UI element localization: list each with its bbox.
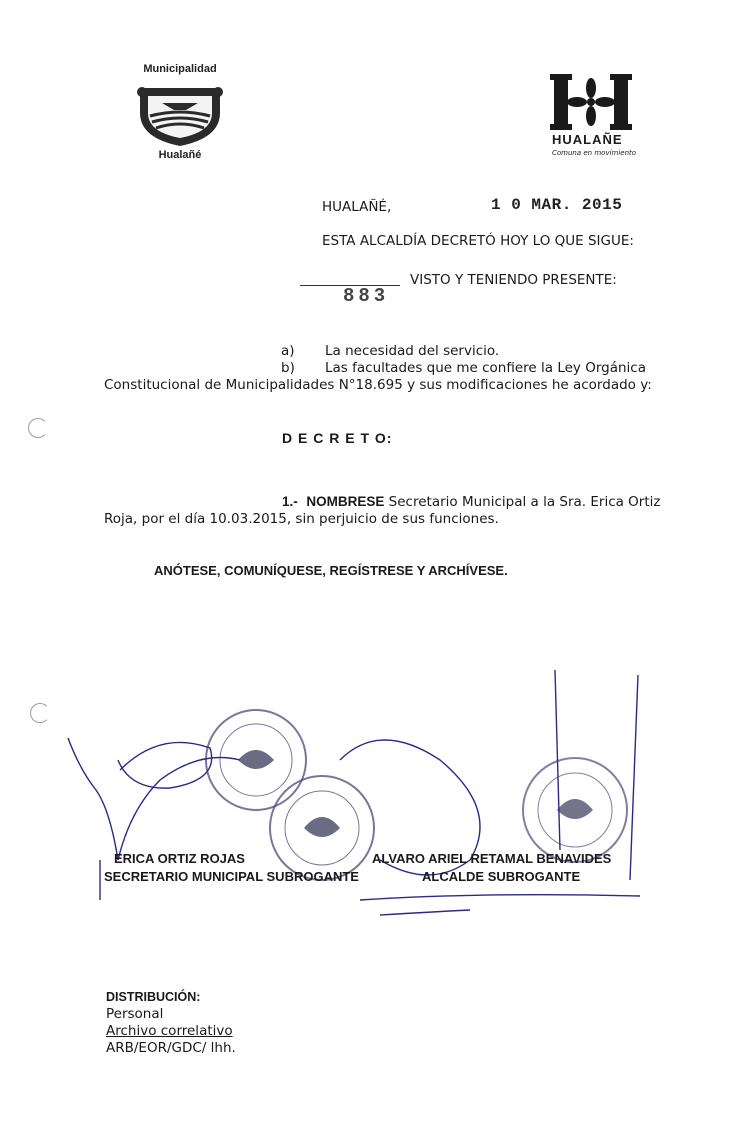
decree-number-stamp: 883 bbox=[343, 285, 390, 307]
considerando-a-letter: a) bbox=[281, 343, 295, 359]
distribution-heading: DISTRIBUCIÓN: bbox=[106, 990, 201, 1004]
signatory-1-name: ERICA ORTIZ ROJAS bbox=[114, 851, 245, 866]
place-label: HUALAÑÉ, bbox=[322, 199, 392, 215]
visto-line: VISTO Y TENIENDO PRESENTE: bbox=[410, 272, 617, 288]
municipal-crest-logo bbox=[130, 58, 230, 162]
item-1-keyword: NOMBRESE bbox=[306, 494, 385, 509]
intro-line: ESTA ALCALDÍA DECRETÓ HOY LO QUE SIGUE: bbox=[322, 233, 634, 249]
item-1-text: Secretario Municipal a la Sra. Erica Ortiz bbox=[388, 494, 661, 510]
seal-2 bbox=[270, 776, 374, 880]
brand-tagline: Comuna en movimiento bbox=[552, 149, 637, 157]
seal-3 bbox=[523, 758, 627, 862]
punch-hole-bottom bbox=[30, 703, 50, 723]
date-stamp: 1 0 MAR. 2015 bbox=[491, 196, 623, 214]
crest-top-label: Municipalidad bbox=[143, 63, 217, 75]
seal-1 bbox=[206, 710, 306, 810]
brand-name: HUALAÑE bbox=[552, 132, 623, 147]
distribution-item-3: ARB/EOR/GDC/ lhh. bbox=[106, 1040, 236, 1056]
distribution-item-2: Archivo correlativo bbox=[106, 1023, 233, 1039]
signatory-2-title: ALCALDE SUBROGANTE bbox=[422, 869, 581, 884]
decreto-heading: D E C R E T O: bbox=[282, 430, 393, 446]
considerando-b-text: Las facultades que me confiere la Ley Orgánica bbox=[325, 360, 646, 376]
hualane-brand-logo bbox=[548, 70, 638, 162]
punch-hole-top bbox=[28, 418, 48, 438]
considerando-b-letter: b) bbox=[281, 360, 295, 376]
item-1-line-1 bbox=[282, 493, 661, 511]
item-1-line-2: Roja, por el día 10.03.2015, sin perjuicio de sus funciones. bbox=[104, 511, 499, 527]
signatory-2-name: ALVARO ARIEL RETAMAL BENAVIDES bbox=[372, 851, 612, 866]
distribution-item-1: Personal bbox=[106, 1006, 164, 1022]
crest-bottom-label: Hualañé bbox=[158, 149, 202, 161]
signatory-1-title: SECRETARIO MUNICIPAL SUBROGANTE bbox=[104, 869, 359, 884]
considerando-b-continuation: Constitucional de Municipalidades N°18.695 y sus modificaciones he acordado y: bbox=[104, 377, 652, 393]
closing-formula: ANÓTESE, COMUNÍQUESE, REGÍSTRESE Y ARCHÍVESE. bbox=[154, 563, 508, 578]
considerando-a-text: La necesidad del servicio. bbox=[325, 343, 500, 359]
item-1-number: 1.- bbox=[282, 494, 298, 509]
